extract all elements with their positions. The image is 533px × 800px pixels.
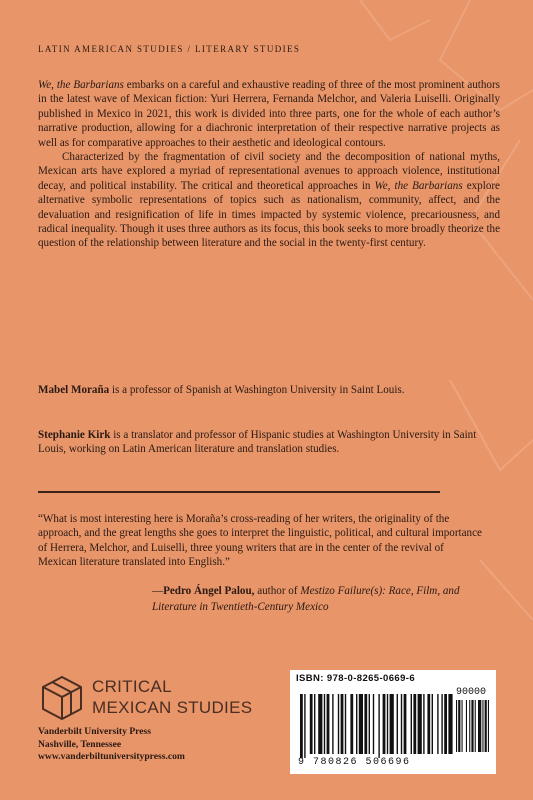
publisher-city: Nashville, Tennessee <box>38 738 122 750</box>
barcode-bar <box>378 694 379 758</box>
barcode-bar <box>427 694 430 754</box>
barcode-bar <box>441 694 442 754</box>
barcode-bar <box>413 694 416 754</box>
barcode-bar <box>437 694 438 754</box>
barcode-bar <box>418 694 422 754</box>
barcode-bar <box>448 694 452 754</box>
barcode-bar <box>318 694 322 754</box>
barcode-addon-bar <box>456 700 457 752</box>
barcode-addon-bar <box>478 700 481 752</box>
description-paragraph-1: We, the Barbarians embarks on a careful and exhaustive reading of three of the most prominent authors in the latest wave of Mexican fiction: Yuri Herrera, Fernanda Melchor, and Valeria Luiselli. Originally published in Mexico in 2021, this work is divided into three parts, one for the whole of each author’s narrative production, allowing for a diachronic interpretation of their respective narrative projects as well as for comparative approaches to their aesthetic and ideological contours. <box>38 79 500 149</box>
barcode-bar <box>359 694 363 754</box>
barcode-addon-bar <box>458 700 460 752</box>
isbn-label: ISBN: 978-0-8265-0669-6 <box>296 673 416 684</box>
author-bio-morana: Mabel Moraña is a professor of Spanish at Washington University in Saint Louis. <box>38 384 405 396</box>
barcode-bar <box>387 694 388 754</box>
barcode-addon-bar <box>469 700 470 752</box>
barcode-bar <box>350 694 353 754</box>
barcode-bar <box>411 694 412 754</box>
barcode-bar <box>304 694 305 758</box>
barcode-bar <box>356 694 357 754</box>
translator-bio-kirk: Stephanie Kirk is a translator and professor of Hispanic studies at Washington University in Saint Louis, working on Latin American literature and translation studies. <box>38 429 477 456</box>
description <box>38 78 500 251</box>
publisher-url: www.vanderbiltuniversitypress.com <box>38 751 185 762</box>
barcode-graphic <box>294 684 492 758</box>
barcode-addon-bar <box>482 700 483 752</box>
book-title: We, the Barbarians <box>38 79 124 91</box>
barcode-addon-bar <box>475 700 476 752</box>
barcode-addon-bar <box>488 700 489 752</box>
barcode-bar <box>383 694 386 754</box>
barcode-bar <box>423 694 424 754</box>
blurb-attribution: —Pedro Ángel Palou, author of Mestizo Failure(s): Race, Film, and Literature in Twentieth-Century Mexico <box>152 585 460 613</box>
barcode-addon-bar <box>466 700 467 752</box>
divider <box>38 491 440 493</box>
price-code: 90000 <box>456 687 487 698</box>
barcode-bar <box>310 694 313 754</box>
blurb-quote: “What is most interesting here is Moraña’s cross-reading of her writers, the originality of the approach, and the great lengths she goes to interpret the linguistic, political, and cultural importance of Herrera, Melchor, and Luiselli, three young writers that are in the center of the revival of Mexican literature translated into English.” <box>38 513 482 569</box>
barcode-bar <box>338 694 339 754</box>
barcode-bar <box>390 694 394 754</box>
barcode-bar <box>332 694 333 754</box>
barcode-bar <box>404 694 407 754</box>
barcode-bar <box>314 694 315 754</box>
barcode-bar <box>327 694 330 754</box>
barcode-bar <box>341 694 344 754</box>
book-title: We, the Barbarians <box>374 179 463 192</box>
barcode-bar <box>373 694 374 754</box>
series-label: LATIN AMERICAN STUDIES / LITERARY STUDIES <box>38 44 301 54</box>
cube-outline-icon <box>40 675 84 721</box>
barcode-bar <box>444 694 447 754</box>
barcode-digits: 9 780826 506696 <box>298 757 411 768</box>
barcode-bar <box>300 694 303 758</box>
barcode-addon-bar <box>462 700 463 752</box>
barcode-bar <box>432 694 433 754</box>
barcode-addon-bar <box>471 700 473 752</box>
description-paragraph-2: Characterized by the fragmentation of civil society and the decomposition of national myths, Mexican arts have explored a myriad of representational avenues to approach violence, institutional decay, and political instability. The critical and theoretical approaches in We, the Barbarians explore alternative symbolic representations of topics such as nationalism, community, affect, and the devaluation and resignification of life in times impacted by systemic violence, precariousness, and radical inequality. Though it uses three authors as its focus, this book seeks to more broadly theorize the question of the relationship between literature and the social in the twenty-first century. <box>38 151 500 250</box>
barcode-addon-bar <box>485 700 487 752</box>
series-logo-text: CRITICAL MEXICAN STUDIES <box>92 677 253 717</box>
barcode-bar <box>364 694 367 754</box>
barcode-bar <box>324 694 325 754</box>
barcode-box <box>290 670 496 774</box>
barcode-bar <box>401 694 402 754</box>
publisher-info <box>38 726 185 764</box>
publisher-name: Vanderbilt University Press <box>38 726 151 737</box>
barcode-bar <box>345 694 346 754</box>
barcode-bar <box>397 694 398 754</box>
barcode-bar <box>369 694 370 754</box>
